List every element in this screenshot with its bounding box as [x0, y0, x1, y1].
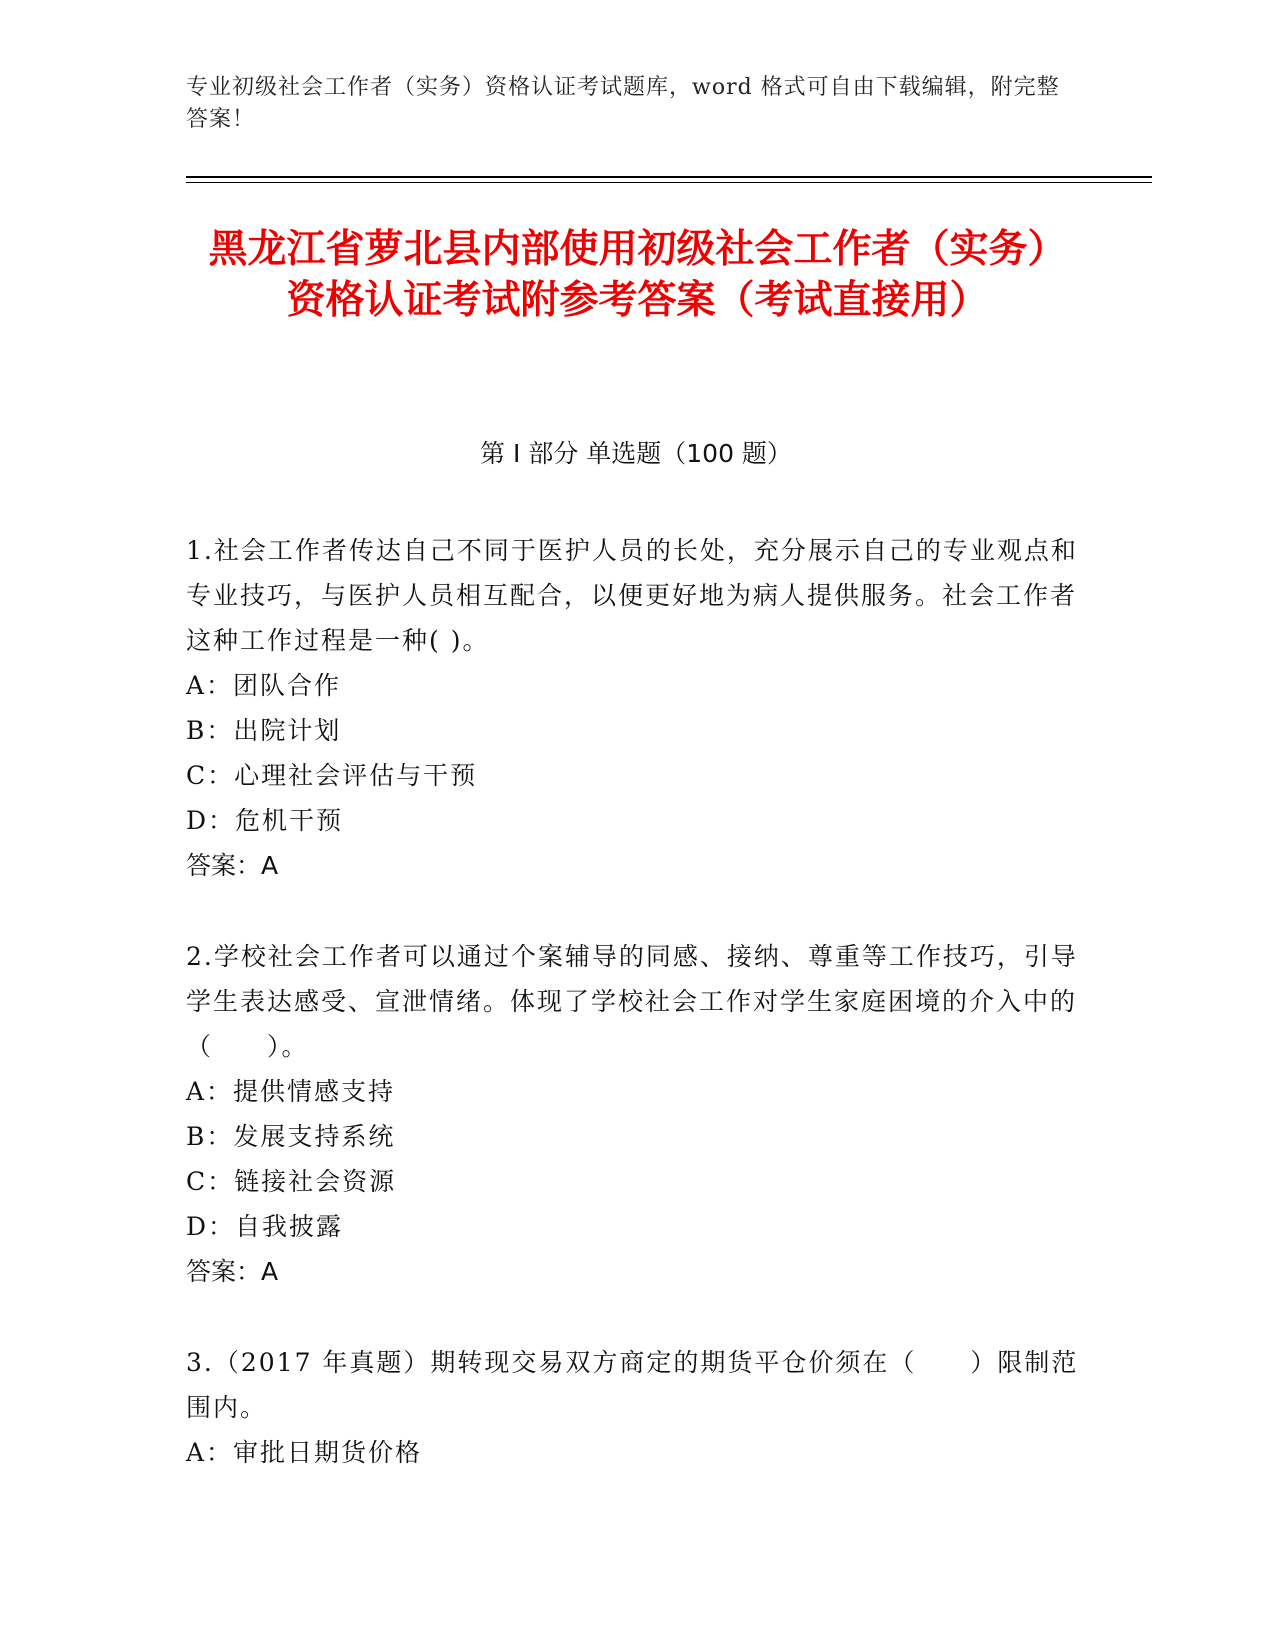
header-note: 专业初级社会工作者（实务）资格认证考试题库，word 格式可自由下载编辑，附完整答案！ [186, 75, 1060, 132]
option-c: C：链接社会资源 [186, 1167, 397, 1196]
document-title: 黑龙江省萝北县内部使用初级社会工作者（实务）资格认证考试附参考答案（考试直接用） [208, 227, 1067, 323]
option-c: C：心理社会评估与干预 [186, 761, 478, 790]
question-stem: 2.学校社会工作者可以通过个案辅导的同感、接纳、尊重等工作技巧，引导学生表达感受、宣泄情绪。体现了学校社会工作对学生家庭困境的介入中的（ ）。 [186, 942, 1078, 1061]
header-divider-thin [186, 182, 1152, 183]
question-stem: 3.（2017 年真题）期转现交易双方商定的期货平仓价须在（ ）限制范围内。 [186, 1348, 1079, 1422]
option-a: A：审批日期货价格 [186, 1438, 423, 1467]
answer: 答案：A [186, 1257, 279, 1286]
question-1 [186, 528, 1081, 888]
option-a: A：团队合作 [186, 671, 342, 700]
header-divider-thick [186, 176, 1152, 178]
option-a: A：提供情感支持 [186, 1077, 396, 1106]
question-list [186, 528, 1081, 1521]
question-2 [186, 934, 1081, 1294]
section-heading: 第 I 部分 单选题（100 题） [480, 439, 792, 468]
question-stem: 1.社会工作者传达自己不同于医护人员的长处，充分展示自己的专业观点和专业技巧，与医护人员相互配合，以便更好地为病人提供服务。社会工作者这种工作过程是一种( )。 [186, 536, 1078, 655]
option-b: B：发展支持系统 [186, 1122, 396, 1151]
question-3 [186, 1340, 1081, 1475]
option-d: D：自我披露 [186, 1212, 344, 1241]
option-b: B：出院计划 [186, 716, 342, 745]
option-d: D：危机干预 [186, 806, 344, 835]
answer: 答案：A [186, 851, 279, 880]
